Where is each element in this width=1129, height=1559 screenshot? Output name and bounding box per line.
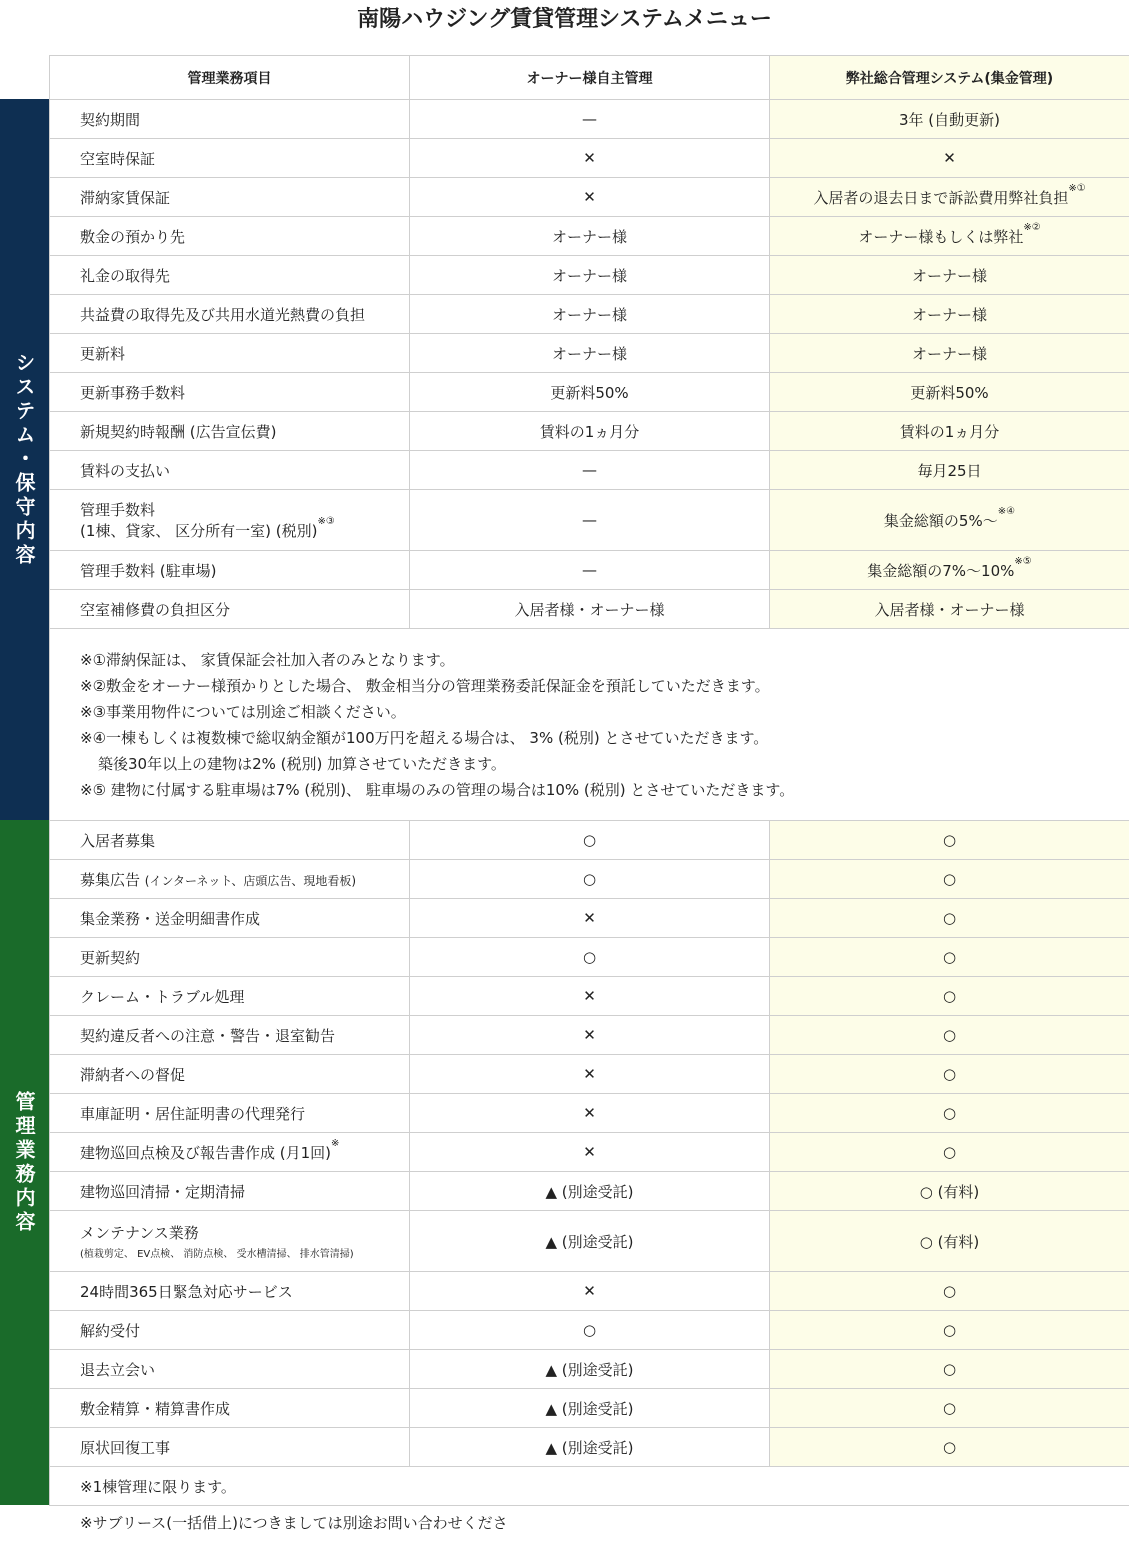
item-cell <box>50 1272 410 1311</box>
note-1: ※①滞納保証は、 家賃保証会社加入者のみとなります。 <box>80 650 455 669</box>
item-cell <box>50 1016 410 1055</box>
owner-cell: ○ <box>410 1311 770 1350</box>
table-row <box>50 821 1129 860</box>
company-value: ○ <box>942 1399 957 1417</box>
owner-cell: ✕ <box>410 899 770 938</box>
owner-cell: — <box>410 551 770 590</box>
item-label: 24時間365日緊急対応サービス <box>80 1282 293 1301</box>
table-row <box>50 217 1129 256</box>
table-row <box>50 139 1129 178</box>
company-value: オーナー様 <box>911 266 987 285</box>
comparison-table <box>49 55 1129 1506</box>
company-value: 集金総額の7%〜10% <box>867 561 1015 580</box>
table-row <box>50 178 1129 217</box>
table-row <box>50 938 1129 977</box>
company-value: ○ <box>942 987 957 1005</box>
item-label: 更新事務手数料 <box>80 383 186 402</box>
header-owner: オーナー様自主管理 <box>410 56 770 100</box>
item-cell <box>50 334 410 373</box>
company-footnote-mark: ※① <box>1068 182 1086 194</box>
company-value: 毎月25日 <box>917 461 982 480</box>
item-cell <box>50 1311 410 1350</box>
owner-cell: ✕ <box>410 178 770 217</box>
owner-cell: ▲ (別途受託) <box>410 1389 770 1428</box>
notes-row <box>50 629 1129 821</box>
company-cell <box>770 139 1129 178</box>
item-label: 滞納家賃保証 <box>80 188 171 207</box>
company-value: ○ (有料) <box>919 1182 980 1201</box>
table-row <box>50 295 1129 334</box>
company-value: ○ <box>942 948 957 966</box>
item-label: メンテナンス業務 <box>80 1224 199 1242</box>
note-4-continued: 築後30年以上の建物は2% (税別) 加算させていただきます。 <box>98 754 506 773</box>
company-value: ○ <box>942 1065 957 1083</box>
item-label: 契約違反者への注意・警告・退室勧告 <box>80 1026 336 1045</box>
company-cell <box>770 373 1129 412</box>
item-cell <box>50 590 410 629</box>
company-value: 入居者様・オーナー様 <box>874 600 1025 619</box>
owner-cell: ○ <box>410 938 770 977</box>
company-cell <box>770 334 1129 373</box>
owner-cell: ✕ <box>410 1133 770 1172</box>
table-row <box>50 1055 1129 1094</box>
table-row <box>50 1172 1129 1211</box>
notes-cell <box>50 629 1129 821</box>
item-label: 敷金精算・精算書作成 <box>80 1399 231 1418</box>
item-cell <box>50 178 410 217</box>
company-value: ○ <box>942 1360 957 1378</box>
item-label: 募集広告 <box>80 870 141 889</box>
company-value: ✕ <box>943 149 956 167</box>
company-value: ○ <box>942 1321 957 1339</box>
item-cell <box>50 860 410 899</box>
table-row <box>50 1272 1129 1311</box>
table-row <box>50 490 1129 551</box>
footnote-row <box>50 1467 1129 1506</box>
item-cell <box>50 295 410 334</box>
company-cell <box>770 551 1129 590</box>
company-cell <box>770 295 1129 334</box>
item-cell <box>50 256 410 295</box>
item-cell <box>50 451 410 490</box>
owner-cell: ○ <box>410 860 770 899</box>
company-cell <box>770 860 1129 899</box>
company-value: 更新料50% <box>910 383 989 402</box>
item-label: 滞納者への督促 <box>80 1065 186 1084</box>
item-label: 共益費の取得先及び共用水道光熱費の負担 <box>80 305 366 324</box>
company-cell <box>770 938 1129 977</box>
section-label-system <box>0 99 49 820</box>
item-label: 更新契約 <box>80 948 141 967</box>
owner-cell: オーナー様 <box>410 256 770 295</box>
table-row <box>50 100 1129 139</box>
company-value: ○ (有料) <box>919 1232 980 1251</box>
item-cell <box>50 100 410 139</box>
owner-cell: ✕ <box>410 1016 770 1055</box>
owner-cell: ▲ (別途受託) <box>410 1350 770 1389</box>
item-label: 集金業務・送金明細書作成 <box>80 909 261 928</box>
company-cell <box>770 100 1129 139</box>
item-label: 礼金の取得先 <box>80 266 171 285</box>
table-row <box>50 1311 1129 1350</box>
item-cell <box>50 1172 410 1211</box>
section-label-management <box>0 820 49 1505</box>
company-cell <box>770 217 1129 256</box>
section-label-management-text: 管理業務内容 <box>12 1090 36 1235</box>
item-label: 空室補修費の負担区分 <box>80 600 231 619</box>
owner-cell: ✕ <box>410 1272 770 1311</box>
owner-cell: 入居者様・オーナー様 <box>410 590 770 629</box>
note-4: ※④一棟もしくは複数棟で総収納金額が100万円を超える場合は、 3% (税別) とさせていただきます。 <box>80 728 769 747</box>
company-value: 賃料の1ヵ月分 <box>899 422 1000 441</box>
item-cell <box>50 1350 410 1389</box>
item-cell <box>50 899 410 938</box>
company-cell <box>770 1016 1129 1055</box>
company-value: ○ <box>942 831 957 849</box>
owner-cell: 賃料の1ヵ月分 <box>410 412 770 451</box>
item-cell <box>50 821 410 860</box>
company-cell <box>770 178 1129 217</box>
owner-cell: ✕ <box>410 1055 770 1094</box>
owner-cell: ▲ (別途受託) <box>410 1211 770 1272</box>
table-row <box>50 373 1129 412</box>
item-label: 賃料の支払い <box>80 461 171 480</box>
item-cell <box>50 1211 410 1272</box>
item-label: 管理手数料 <box>80 501 156 519</box>
company-cell <box>770 412 1129 451</box>
table-row <box>50 1428 1129 1467</box>
table-row <box>50 256 1129 295</box>
company-value: ○ <box>942 1438 957 1456</box>
item-label: 原状回復工事 <box>80 1438 171 1457</box>
table-row <box>50 860 1129 899</box>
company-cell <box>770 490 1129 551</box>
item-detail: (植栽剪定、 EV点検、 消防点検、 受水槽清掃、 排水管清掃) <box>80 1249 354 1260</box>
owner-cell: ▲ (別途受託) <box>410 1172 770 1211</box>
footnote-cell: ※1棟管理に限ります。 <box>50 1467 1129 1506</box>
item-label: 解約受付 <box>80 1321 141 1340</box>
item-footnote-mark: ※③ <box>317 516 335 527</box>
owner-cell: オーナー様 <box>410 334 770 373</box>
item-label: 新規契約時報酬 (広告宣伝費) <box>80 422 277 441</box>
item-detail: (インターネット、店頭広告、現地看板) <box>144 873 357 888</box>
table-row <box>50 551 1129 590</box>
section-label-system-text: システム・保守内容 <box>12 351 36 568</box>
header-item: 管理業務項目 <box>50 56 410 100</box>
table-header-row <box>50 56 1129 100</box>
item-cell <box>50 217 410 256</box>
owner-cell: オーナー様 <box>410 295 770 334</box>
company-cell <box>770 821 1129 860</box>
company-value: 入居者の退去日まで訴訟費用弊社負担 <box>813 188 1069 207</box>
company-cell <box>770 899 1129 938</box>
table-row <box>50 1211 1129 1272</box>
item-label: クレーム・トラブル処理 <box>80 987 245 1006</box>
item-label: 空室時保証 <box>80 149 156 168</box>
company-cell <box>770 451 1129 490</box>
company-cell <box>770 1272 1129 1311</box>
item-label: 敷金の預かり先 <box>80 227 186 246</box>
item-cell <box>50 1094 410 1133</box>
item-label: 入居者募集 <box>80 831 156 850</box>
company-value: ○ <box>942 1282 957 1300</box>
item-cell <box>50 139 410 178</box>
table-row <box>50 334 1129 373</box>
item-cell <box>50 1133 410 1172</box>
owner-cell: — <box>410 100 770 139</box>
table-row <box>50 977 1129 1016</box>
item-label: 退去立会い <box>80 1360 156 1379</box>
company-value: ○ <box>942 909 957 927</box>
company-cell <box>770 590 1129 629</box>
company-value: 3年 (自動更新) <box>898 110 1001 129</box>
owner-cell: ▲ (別途受託) <box>410 1428 770 1467</box>
table-row <box>50 899 1129 938</box>
company-cell <box>770 1311 1129 1350</box>
item-label: 建物巡回点検及び報告書作成 (月1回) <box>80 1143 332 1162</box>
table-row <box>50 1389 1129 1428</box>
owner-cell: オーナー様 <box>410 217 770 256</box>
company-cell <box>770 1350 1129 1389</box>
item-label: 車庫証明・居住証明書の代理発行 <box>80 1104 306 1123</box>
item-label: 建物巡回清掃・定期清掃 <box>80 1182 246 1201</box>
owner-cell: ○ <box>410 821 770 860</box>
owner-cell: ✕ <box>410 139 770 178</box>
company-cell <box>770 1055 1129 1094</box>
item-cell <box>50 938 410 977</box>
company-cell <box>770 1172 1129 1211</box>
company-value: オーナー様もしくは弊社 <box>858 227 1024 246</box>
company-cell <box>770 1428 1129 1467</box>
item-cell <box>50 977 410 1016</box>
company-footnote-mark: ※⑤ <box>1014 555 1032 567</box>
owner-cell: 更新料50% <box>410 373 770 412</box>
table-row <box>50 451 1129 490</box>
sublease-note: ※サブリース(一括借上)につきましては別途お問い合わせくださ <box>80 1514 508 1532</box>
company-value: ○ <box>942 1104 957 1122</box>
item-detail: (1棟、貸家、 区分所有一室) (税別) <box>80 522 318 540</box>
table-row <box>50 1133 1129 1172</box>
table-row <box>50 1094 1129 1133</box>
item-label: 契約期間 <box>80 110 141 129</box>
owner-cell: ✕ <box>410 1094 770 1133</box>
note-5: ※⑤ 建物に付属する駐車場は7% (税別)、 駐車場のみの管理の場合は10% (税別) とさせていただきます。 <box>80 780 795 799</box>
company-value: オーナー様 <box>911 344 987 363</box>
item-footnote-mark: ※ <box>331 1137 340 1149</box>
company-cell <box>770 1094 1129 1133</box>
company-value: ○ <box>942 1026 957 1044</box>
item-cell <box>50 490 410 551</box>
company-footnote-mark: ※② <box>1023 221 1041 233</box>
item-cell <box>50 1389 410 1428</box>
table-row <box>50 1016 1129 1055</box>
table-row <box>50 590 1129 629</box>
company-value: ○ <box>942 870 957 888</box>
owner-cell: — <box>410 451 770 490</box>
item-cell <box>50 412 410 451</box>
company-cell <box>770 977 1129 1016</box>
company-cell <box>770 256 1129 295</box>
company-value: オーナー様 <box>911 305 987 324</box>
company-footnote-mark: ※④ <box>997 505 1016 517</box>
table-row <box>50 412 1129 451</box>
company-value: 集金総額の5%〜 <box>883 511 998 530</box>
page-title: 南陽ハウジング賃貸管理システムメニュー <box>357 7 772 32</box>
table-row <box>50 1350 1129 1389</box>
item-cell <box>50 1055 410 1094</box>
item-cell <box>50 551 410 590</box>
note-3: ※③事業用物件については別途ご相談ください。 <box>80 702 406 721</box>
item-label: 更新料 <box>80 344 126 363</box>
item-cell <box>50 1428 410 1467</box>
company-cell <box>770 1211 1129 1272</box>
note-2: ※②敷金をオーナー様預かりとした場合、 敷金相当分の管理業務委託保証金を預託していただきます。 <box>80 676 770 695</box>
company-value: ○ <box>942 1143 957 1161</box>
owner-cell: — <box>410 490 770 551</box>
header-company: 弊社総合管理システム(集金管理) <box>770 56 1129 100</box>
owner-cell: ✕ <box>410 977 770 1016</box>
company-cell <box>770 1133 1129 1172</box>
item-label: 管理手数料 (駐車場) <box>80 561 217 580</box>
company-cell <box>770 1389 1129 1428</box>
item-cell <box>50 373 410 412</box>
